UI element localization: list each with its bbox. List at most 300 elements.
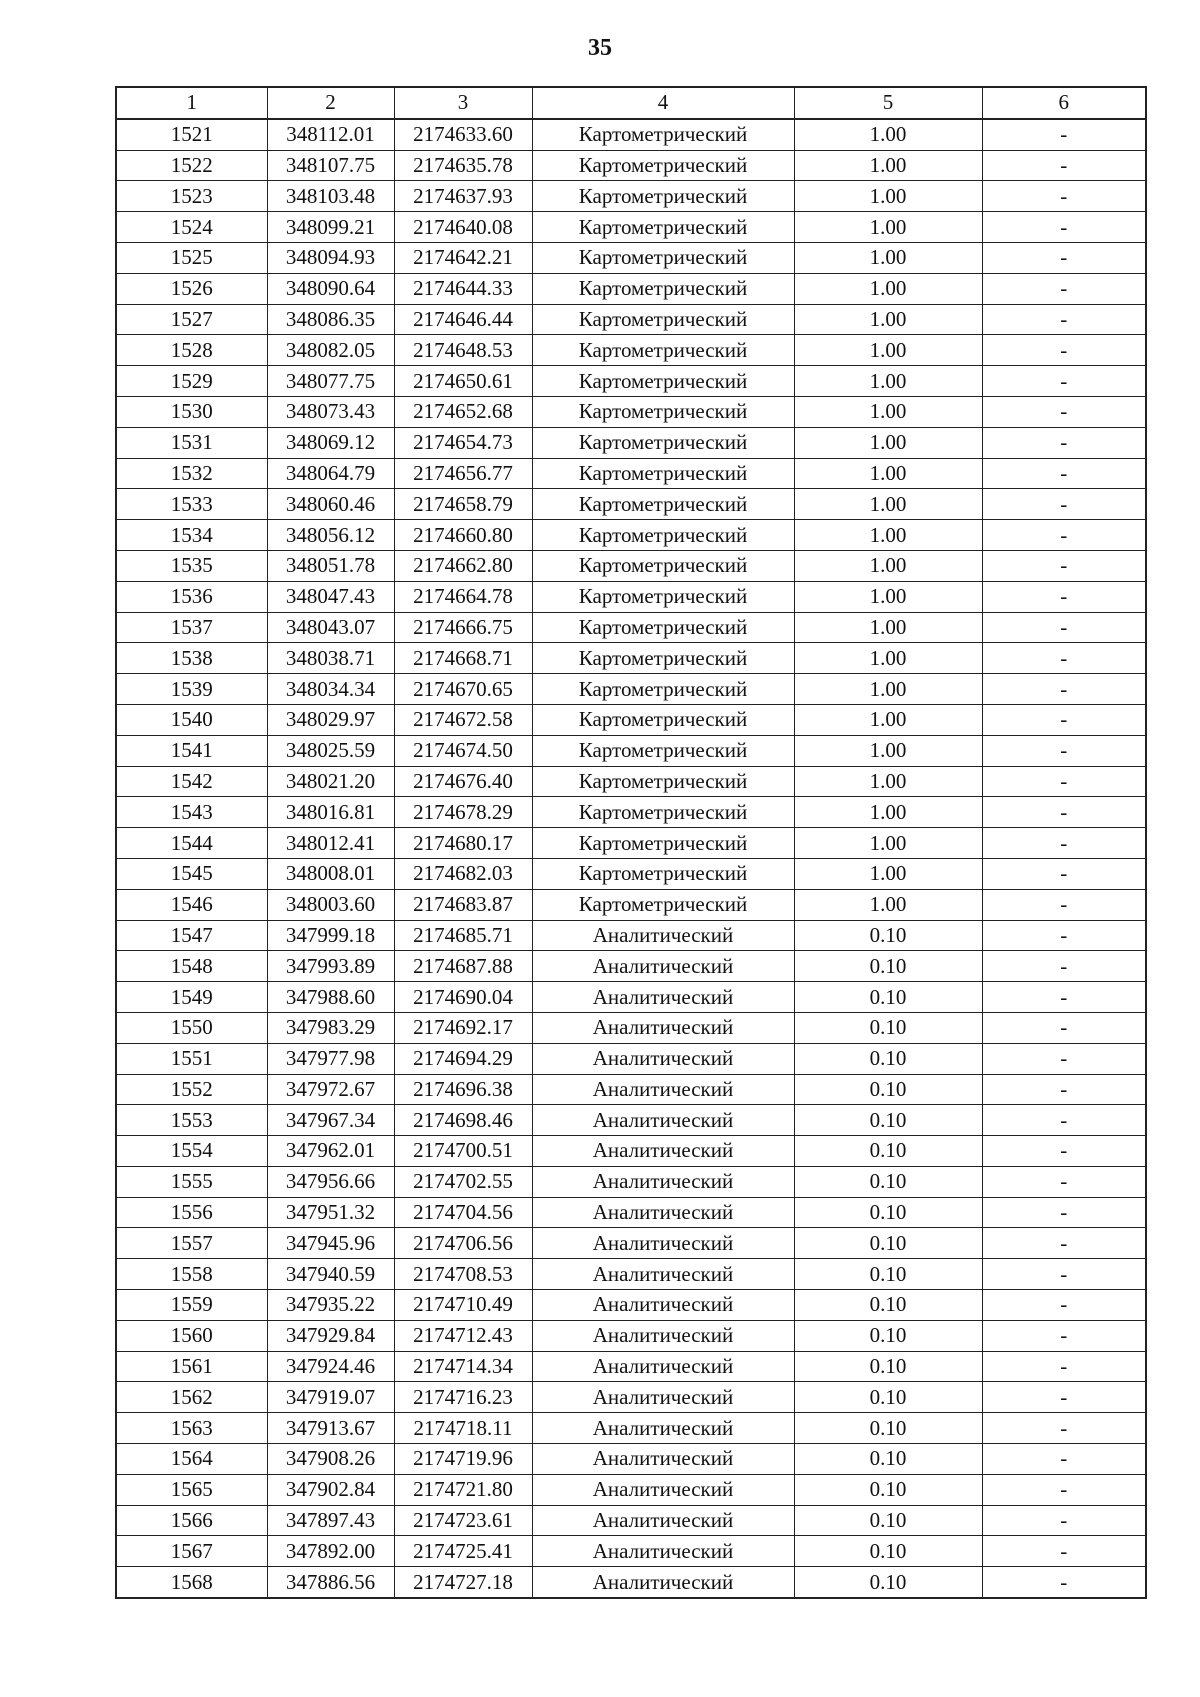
note-cell: - bbox=[982, 581, 1146, 612]
accuracy-cell: 1.00 bbox=[794, 119, 982, 150]
note-cell: - bbox=[982, 1382, 1146, 1413]
point-number-cell: 1530 bbox=[116, 396, 267, 427]
y-coordinate-cell: 2174666.75 bbox=[394, 612, 532, 643]
y-coordinate-cell: 2174654.73 bbox=[394, 427, 532, 458]
method-cell: Аналитический bbox=[532, 1505, 794, 1536]
table-row bbox=[116, 1197, 1146, 1228]
method-cell: Аналитический bbox=[532, 1413, 794, 1444]
x-coordinate-cell: 348077.75 bbox=[267, 366, 394, 397]
accuracy-cell: 0.10 bbox=[794, 1413, 982, 1444]
point-number-cell: 1526 bbox=[116, 273, 267, 304]
column-header-3: 3 bbox=[394, 87, 532, 119]
column-header-1: 1 bbox=[116, 87, 267, 119]
method-cell: Картометрический bbox=[532, 828, 794, 859]
note-cell: - bbox=[982, 704, 1146, 735]
y-coordinate-cell: 2174656.77 bbox=[394, 458, 532, 489]
table-row bbox=[116, 735, 1146, 766]
note-cell: - bbox=[982, 242, 1146, 273]
accuracy-cell: 0.10 bbox=[794, 1351, 982, 1382]
table-row bbox=[116, 1444, 1146, 1475]
accuracy-cell: 1.00 bbox=[794, 674, 982, 705]
x-coordinate-cell: 348090.64 bbox=[267, 273, 394, 304]
accuracy-cell: 0.10 bbox=[794, 1197, 982, 1228]
x-coordinate-cell: 347919.07 bbox=[267, 1382, 394, 1413]
y-coordinate-cell: 2174682.03 bbox=[394, 858, 532, 889]
table-row bbox=[116, 858, 1146, 889]
method-cell: Аналитический bbox=[532, 1228, 794, 1259]
y-coordinate-cell: 2174646.44 bbox=[394, 304, 532, 335]
x-coordinate-cell: 347886.56 bbox=[267, 1567, 394, 1598]
point-number-cell: 1533 bbox=[116, 489, 267, 520]
table-body bbox=[116, 119, 1146, 1598]
point-number-cell: 1542 bbox=[116, 766, 267, 797]
point-number-cell: 1540 bbox=[116, 704, 267, 735]
point-number-cell: 1546 bbox=[116, 889, 267, 920]
y-coordinate-cell: 2174727.18 bbox=[394, 1567, 532, 1598]
x-coordinate-cell: 348003.60 bbox=[267, 889, 394, 920]
accuracy-cell: 1.00 bbox=[794, 797, 982, 828]
accuracy-cell: 1.00 bbox=[794, 643, 982, 674]
x-coordinate-cell: 347993.89 bbox=[267, 951, 394, 982]
accuracy-cell: 1.00 bbox=[794, 212, 982, 243]
accuracy-cell: 1.00 bbox=[794, 489, 982, 520]
table-row bbox=[116, 581, 1146, 612]
accuracy-cell: 1.00 bbox=[794, 273, 982, 304]
y-coordinate-cell: 2174670.65 bbox=[394, 674, 532, 705]
x-coordinate-cell: 347929.84 bbox=[267, 1320, 394, 1351]
accuracy-cell: 0.10 bbox=[794, 982, 982, 1013]
table-row bbox=[116, 427, 1146, 458]
point-number-cell: 1534 bbox=[116, 520, 267, 551]
accuracy-cell: 0.10 bbox=[794, 1567, 982, 1598]
table-row bbox=[116, 212, 1146, 243]
y-coordinate-cell: 2174718.11 bbox=[394, 1413, 532, 1444]
table-row bbox=[116, 242, 1146, 273]
point-number-cell: 1562 bbox=[116, 1382, 267, 1413]
x-coordinate-cell: 347999.18 bbox=[267, 920, 394, 951]
accuracy-cell: 0.10 bbox=[794, 1228, 982, 1259]
x-coordinate-cell: 347892.00 bbox=[267, 1536, 394, 1567]
point-number-cell: 1536 bbox=[116, 581, 267, 612]
x-coordinate-cell: 348051.78 bbox=[267, 550, 394, 581]
y-coordinate-cell: 2174723.61 bbox=[394, 1505, 532, 1536]
x-coordinate-cell: 348112.01 bbox=[267, 119, 394, 150]
table-row bbox=[116, 1320, 1146, 1351]
method-cell: Аналитический bbox=[532, 1012, 794, 1043]
accuracy-cell: 1.00 bbox=[794, 150, 982, 181]
x-coordinate-cell: 347940.59 bbox=[267, 1259, 394, 1290]
method-cell: Картометрический bbox=[532, 366, 794, 397]
accuracy-cell: 0.10 bbox=[794, 1012, 982, 1043]
note-cell: - bbox=[982, 1536, 1146, 1567]
point-number-cell: 1553 bbox=[116, 1105, 267, 1136]
accuracy-cell: 0.10 bbox=[794, 1382, 982, 1413]
method-cell: Картометрический bbox=[532, 858, 794, 889]
method-cell: Аналитический bbox=[532, 1382, 794, 1413]
y-coordinate-cell: 2174698.46 bbox=[394, 1105, 532, 1136]
column-header-5: 5 bbox=[794, 87, 982, 119]
note-cell: - bbox=[982, 1074, 1146, 1105]
table-row bbox=[116, 1536, 1146, 1567]
point-number-cell: 1521 bbox=[116, 119, 267, 150]
y-coordinate-cell: 2174712.43 bbox=[394, 1320, 532, 1351]
accuracy-cell: 0.10 bbox=[794, 1166, 982, 1197]
accuracy-cell: 0.10 bbox=[794, 1259, 982, 1290]
y-coordinate-cell: 2174635.78 bbox=[394, 150, 532, 181]
x-coordinate-cell: 348038.71 bbox=[267, 643, 394, 674]
note-cell: - bbox=[982, 1136, 1146, 1167]
table-row bbox=[116, 797, 1146, 828]
table-row bbox=[116, 1567, 1146, 1598]
note-cell: - bbox=[982, 889, 1146, 920]
method-cell: Аналитический bbox=[532, 1043, 794, 1074]
x-coordinate-cell: 347967.34 bbox=[267, 1105, 394, 1136]
method-cell: Аналитический bbox=[532, 1290, 794, 1321]
table-row bbox=[116, 119, 1146, 150]
point-number-cell: 1541 bbox=[116, 735, 267, 766]
coordinates-table bbox=[115, 86, 1147, 1599]
y-coordinate-cell: 2174664.78 bbox=[394, 581, 532, 612]
x-coordinate-cell: 347988.60 bbox=[267, 982, 394, 1013]
y-coordinate-cell: 2174716.23 bbox=[394, 1382, 532, 1413]
y-coordinate-cell: 2174652.68 bbox=[394, 396, 532, 427]
accuracy-cell: 1.00 bbox=[794, 581, 982, 612]
point-number-cell: 1539 bbox=[116, 674, 267, 705]
note-cell: - bbox=[982, 1320, 1146, 1351]
method-cell: Картометрический bbox=[532, 581, 794, 612]
y-coordinate-cell: 2174687.88 bbox=[394, 951, 532, 982]
method-cell: Аналитический bbox=[532, 1166, 794, 1197]
note-cell: - bbox=[982, 489, 1146, 520]
table-row bbox=[116, 1259, 1146, 1290]
method-cell: Аналитический bbox=[532, 982, 794, 1013]
method-cell: Картометрический bbox=[532, 704, 794, 735]
accuracy-cell: 1.00 bbox=[794, 427, 982, 458]
y-coordinate-cell: 2174725.41 bbox=[394, 1536, 532, 1567]
method-cell: Картометрический bbox=[532, 335, 794, 366]
table-row bbox=[116, 1474, 1146, 1505]
accuracy-cell: 1.00 bbox=[794, 396, 982, 427]
x-coordinate-cell: 348086.35 bbox=[267, 304, 394, 335]
y-coordinate-cell: 2174706.56 bbox=[394, 1228, 532, 1259]
accuracy-cell: 0.10 bbox=[794, 1505, 982, 1536]
method-cell: Аналитический bbox=[532, 1197, 794, 1228]
accuracy-cell: 1.00 bbox=[794, 550, 982, 581]
table-row bbox=[116, 273, 1146, 304]
method-cell: Аналитический bbox=[532, 1320, 794, 1351]
x-coordinate-cell: 348064.79 bbox=[267, 458, 394, 489]
accuracy-cell: 0.10 bbox=[794, 1136, 982, 1167]
note-cell: - bbox=[982, 1290, 1146, 1321]
note-cell: - bbox=[982, 1043, 1146, 1074]
point-number-cell: 1522 bbox=[116, 150, 267, 181]
accuracy-cell: 1.00 bbox=[794, 458, 982, 489]
x-coordinate-cell: 347977.98 bbox=[267, 1043, 394, 1074]
point-number-cell: 1568 bbox=[116, 1567, 267, 1598]
method-cell: Аналитический bbox=[532, 920, 794, 951]
y-coordinate-cell: 2174680.17 bbox=[394, 828, 532, 859]
point-number-cell: 1543 bbox=[116, 797, 267, 828]
point-number-cell: 1554 bbox=[116, 1136, 267, 1167]
y-coordinate-cell: 2174672.58 bbox=[394, 704, 532, 735]
note-cell: - bbox=[982, 335, 1146, 366]
accuracy-cell: 1.00 bbox=[794, 704, 982, 735]
y-coordinate-cell: 2174644.33 bbox=[394, 273, 532, 304]
point-number-cell: 1532 bbox=[116, 458, 267, 489]
y-coordinate-cell: 2174678.29 bbox=[394, 797, 532, 828]
table-row bbox=[116, 612, 1146, 643]
x-coordinate-cell: 348069.12 bbox=[267, 427, 394, 458]
note-cell: - bbox=[982, 1228, 1146, 1259]
table-row bbox=[116, 396, 1146, 427]
point-number-cell: 1525 bbox=[116, 242, 267, 273]
note-cell: - bbox=[982, 181, 1146, 212]
x-coordinate-cell: 348025.59 bbox=[267, 735, 394, 766]
point-number-cell: 1527 bbox=[116, 304, 267, 335]
x-coordinate-cell: 348056.12 bbox=[267, 520, 394, 551]
x-coordinate-cell: 347962.01 bbox=[267, 1136, 394, 1167]
point-number-cell: 1561 bbox=[116, 1351, 267, 1382]
y-coordinate-cell: 2174719.96 bbox=[394, 1444, 532, 1475]
point-number-cell: 1538 bbox=[116, 643, 267, 674]
y-coordinate-cell: 2174658.79 bbox=[394, 489, 532, 520]
method-cell: Картометрический bbox=[532, 889, 794, 920]
y-coordinate-cell: 2174674.50 bbox=[394, 735, 532, 766]
y-coordinate-cell: 2174714.34 bbox=[394, 1351, 532, 1382]
method-cell: Картометрический bbox=[532, 150, 794, 181]
method-cell: Аналитический bbox=[532, 1351, 794, 1382]
table-row bbox=[116, 1136, 1146, 1167]
x-coordinate-cell: 347951.32 bbox=[267, 1197, 394, 1228]
method-cell: Картометрический bbox=[532, 396, 794, 427]
table-row bbox=[116, 766, 1146, 797]
y-coordinate-cell: 2174660.80 bbox=[394, 520, 532, 551]
note-cell: - bbox=[982, 951, 1146, 982]
x-coordinate-cell: 348094.93 bbox=[267, 242, 394, 273]
method-cell: Картометрический bbox=[532, 489, 794, 520]
y-coordinate-cell: 2174650.61 bbox=[394, 366, 532, 397]
header-row bbox=[116, 87, 1146, 119]
page-number: 35 bbox=[588, 35, 612, 61]
table-row bbox=[116, 951, 1146, 982]
accuracy-cell: 1.00 bbox=[794, 889, 982, 920]
table-row bbox=[116, 674, 1146, 705]
x-coordinate-cell: 348016.81 bbox=[267, 797, 394, 828]
accuracy-cell: 1.00 bbox=[794, 181, 982, 212]
note-cell: - bbox=[982, 920, 1146, 951]
table-row bbox=[116, 1505, 1146, 1536]
point-number-cell: 1558 bbox=[116, 1259, 267, 1290]
method-cell: Аналитический bbox=[532, 1259, 794, 1290]
method-cell: Аналитический bbox=[532, 1136, 794, 1167]
table-row bbox=[116, 1413, 1146, 1444]
note-cell: - bbox=[982, 1567, 1146, 1598]
method-cell: Картометрический bbox=[532, 766, 794, 797]
table-row bbox=[116, 704, 1146, 735]
method-cell: Картометрический bbox=[532, 427, 794, 458]
note-cell: - bbox=[982, 150, 1146, 181]
x-coordinate-cell: 348034.34 bbox=[267, 674, 394, 705]
y-coordinate-cell: 2174633.60 bbox=[394, 119, 532, 150]
accuracy-cell: 1.00 bbox=[794, 366, 982, 397]
table-row bbox=[116, 643, 1146, 674]
x-coordinate-cell: 348029.97 bbox=[267, 704, 394, 735]
y-coordinate-cell: 2174662.80 bbox=[394, 550, 532, 581]
note-cell: - bbox=[982, 612, 1146, 643]
accuracy-cell: 1.00 bbox=[794, 304, 982, 335]
table-row bbox=[116, 366, 1146, 397]
y-coordinate-cell: 2174704.56 bbox=[394, 1197, 532, 1228]
y-coordinate-cell: 2174642.21 bbox=[394, 242, 532, 273]
method-cell: Картометрический bbox=[532, 273, 794, 304]
method-cell: Картометрический bbox=[532, 643, 794, 674]
x-coordinate-cell: 347983.29 bbox=[267, 1012, 394, 1043]
note-cell: - bbox=[982, 735, 1146, 766]
x-coordinate-cell: 347908.26 bbox=[267, 1444, 394, 1475]
method-cell: Аналитический bbox=[532, 1105, 794, 1136]
accuracy-cell: 1.00 bbox=[794, 828, 982, 859]
point-number-cell: 1545 bbox=[116, 858, 267, 889]
column-header-2: 2 bbox=[267, 87, 394, 119]
point-number-cell: 1559 bbox=[116, 1290, 267, 1321]
accuracy-cell: 1.00 bbox=[794, 858, 982, 889]
point-number-cell: 1524 bbox=[116, 212, 267, 243]
table-row bbox=[116, 1043, 1146, 1074]
note-cell: - bbox=[982, 1474, 1146, 1505]
table-row bbox=[116, 1105, 1146, 1136]
accuracy-cell: 0.10 bbox=[794, 1290, 982, 1321]
accuracy-cell: 1.00 bbox=[794, 766, 982, 797]
table-row bbox=[116, 335, 1146, 366]
note-cell: - bbox=[982, 1259, 1146, 1290]
note-cell: - bbox=[982, 119, 1146, 150]
method-cell: Картометрический bbox=[532, 181, 794, 212]
accuracy-cell: 0.10 bbox=[794, 1474, 982, 1505]
y-coordinate-cell: 2174676.40 bbox=[394, 766, 532, 797]
y-coordinate-cell: 2174685.71 bbox=[394, 920, 532, 951]
table-row bbox=[116, 150, 1146, 181]
method-cell: Аналитический bbox=[532, 951, 794, 982]
x-coordinate-cell: 348099.21 bbox=[267, 212, 394, 243]
x-coordinate-cell: 348012.41 bbox=[267, 828, 394, 859]
x-coordinate-cell: 347913.67 bbox=[267, 1413, 394, 1444]
y-coordinate-cell: 2174692.17 bbox=[394, 1012, 532, 1043]
y-coordinate-cell: 2174648.53 bbox=[394, 335, 532, 366]
x-coordinate-cell: 348073.43 bbox=[267, 396, 394, 427]
point-number-cell: 1552 bbox=[116, 1074, 267, 1105]
table-row bbox=[116, 304, 1146, 335]
x-coordinate-cell: 347972.67 bbox=[267, 1074, 394, 1105]
table-row bbox=[116, 1166, 1146, 1197]
y-coordinate-cell: 2174690.04 bbox=[394, 982, 532, 1013]
point-number-cell: 1551 bbox=[116, 1043, 267, 1074]
note-cell: - bbox=[982, 212, 1146, 243]
note-cell: - bbox=[982, 1505, 1146, 1536]
accuracy-cell: 1.00 bbox=[794, 242, 982, 273]
y-coordinate-cell: 2174668.71 bbox=[394, 643, 532, 674]
point-number-cell: 1556 bbox=[116, 1197, 267, 1228]
note-cell: - bbox=[982, 828, 1146, 859]
table-row bbox=[116, 550, 1146, 581]
point-number-cell: 1566 bbox=[116, 1505, 267, 1536]
table-row bbox=[116, 1351, 1146, 1382]
note-cell: - bbox=[982, 1413, 1146, 1444]
method-cell: Картометрический bbox=[532, 304, 794, 335]
accuracy-cell: 1.00 bbox=[794, 612, 982, 643]
y-coordinate-cell: 2174637.93 bbox=[394, 181, 532, 212]
point-number-cell: 1550 bbox=[116, 1012, 267, 1043]
table-row bbox=[116, 1228, 1146, 1259]
x-coordinate-cell: 347945.96 bbox=[267, 1228, 394, 1259]
table-row bbox=[116, 181, 1146, 212]
method-cell: Аналитический bbox=[532, 1474, 794, 1505]
table-row bbox=[116, 1012, 1146, 1043]
method-cell: Картометрический bbox=[532, 674, 794, 705]
x-coordinate-cell: 348021.20 bbox=[267, 766, 394, 797]
accuracy-cell: 0.10 bbox=[794, 1320, 982, 1351]
note-cell: - bbox=[982, 458, 1146, 489]
y-coordinate-cell: 2174702.55 bbox=[394, 1166, 532, 1197]
note-cell: - bbox=[982, 1444, 1146, 1475]
note-cell: - bbox=[982, 304, 1146, 335]
accuracy-cell: 0.10 bbox=[794, 1536, 982, 1567]
point-number-cell: 1560 bbox=[116, 1320, 267, 1351]
accuracy-cell: 0.10 bbox=[794, 951, 982, 982]
accuracy-cell: 0.10 bbox=[794, 1043, 982, 1074]
x-coordinate-cell: 347956.66 bbox=[267, 1166, 394, 1197]
note-cell: - bbox=[982, 396, 1146, 427]
point-number-cell: 1531 bbox=[116, 427, 267, 458]
table-row bbox=[116, 920, 1146, 951]
method-cell: Картометрический bbox=[532, 550, 794, 581]
method-cell: Аналитический bbox=[532, 1444, 794, 1475]
accuracy-cell: 0.10 bbox=[794, 1105, 982, 1136]
table-row bbox=[116, 982, 1146, 1013]
y-coordinate-cell: 2174721.80 bbox=[394, 1474, 532, 1505]
accuracy-cell: 0.10 bbox=[794, 920, 982, 951]
method-cell: Аналитический bbox=[532, 1074, 794, 1105]
x-coordinate-cell: 348008.01 bbox=[267, 858, 394, 889]
point-number-cell: 1564 bbox=[116, 1444, 267, 1475]
method-cell: Картометрический bbox=[532, 458, 794, 489]
point-number-cell: 1565 bbox=[116, 1474, 267, 1505]
point-number-cell: 1535 bbox=[116, 550, 267, 581]
point-number-cell: 1547 bbox=[116, 920, 267, 951]
y-coordinate-cell: 2174683.87 bbox=[394, 889, 532, 920]
method-cell: Картометрический bbox=[532, 242, 794, 273]
note-cell: - bbox=[982, 520, 1146, 551]
accuracy-cell: 0.10 bbox=[794, 1444, 982, 1475]
table-row bbox=[116, 828, 1146, 859]
x-coordinate-cell: 348082.05 bbox=[267, 335, 394, 366]
table-row bbox=[116, 1074, 1146, 1105]
accuracy-cell: 1.00 bbox=[794, 335, 982, 366]
accuracy-cell: 0.10 bbox=[794, 1074, 982, 1105]
note-cell: - bbox=[982, 674, 1146, 705]
accuracy-cell: 1.00 bbox=[794, 520, 982, 551]
point-number-cell: 1549 bbox=[116, 982, 267, 1013]
table-row bbox=[116, 889, 1146, 920]
note-cell: - bbox=[982, 1351, 1146, 1382]
table-row bbox=[116, 1382, 1146, 1413]
table-row bbox=[116, 520, 1146, 551]
point-number-cell: 1563 bbox=[116, 1413, 267, 1444]
point-number-cell: 1528 bbox=[116, 335, 267, 366]
method-cell: Картометрический bbox=[532, 119, 794, 150]
point-number-cell: 1548 bbox=[116, 951, 267, 982]
point-number-cell: 1544 bbox=[116, 828, 267, 859]
table-row bbox=[116, 1290, 1146, 1321]
